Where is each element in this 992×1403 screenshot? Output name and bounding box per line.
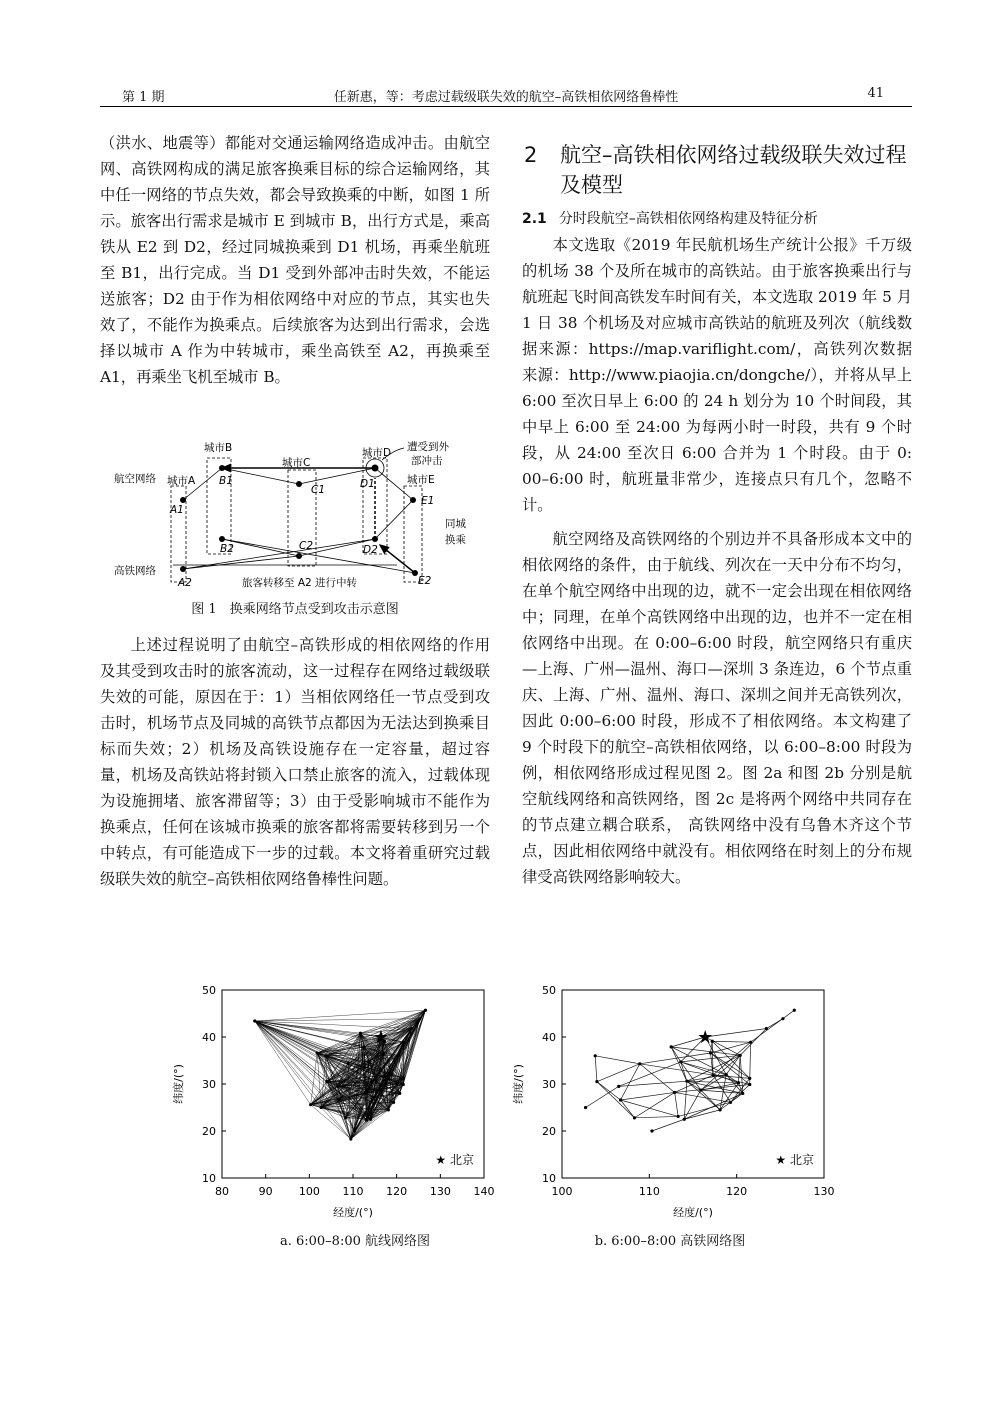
network-node: [396, 1081, 399, 1084]
network-node: [424, 1009, 427, 1012]
figure-1: [112, 436, 482, 596]
figure-1-caption: 图 1 换乘网络节点受到攻击示意图: [191, 602, 399, 617]
network-node: [718, 1108, 721, 1111]
left-column-text-1: [100, 130, 490, 390]
issue-number: 第 1 期: [122, 90, 165, 105]
network-edge: [621, 1100, 635, 1118]
paragraph: 上述过程说明了由航空–高铁形成的相依网络的作用及其受到攻击时的旅客流动，这一过程存在网络过载级联失效的可能，原因在于：1）当相依网络任一节点受到攻击时，机场节点及同城的高铁节点都因为无法达到换乘目标而失效；2）机场及高铁设施存在一定容量，超过容量，机场及高铁站将封锁入口禁止旅客的流入，过载体现为设施拥堵、旅客滞留等；3）由于受影响城市不能作为换乘点，任何在该城市换乘的旅客都将需要转移到另一个中转点，有可能造成下一步的过载。本文将着重研究过载级联失效的航空–高铁相依网络鲁棒性问题。: [100, 636, 490, 888]
label-city-e: 城市E: [407, 474, 435, 486]
label-a1: A1: [170, 504, 184, 516]
y-axis-label: 纬度/(°): [512, 1064, 525, 1104]
network-node: [670, 1045, 673, 1048]
subsection-title: 分时段航空–高铁相依网络构建及特征分析: [558, 211, 818, 227]
y-tick-label: 40: [542, 1031, 556, 1044]
running-title: 任新惠，等：考虑过载级联失效的航空–高铁相依网络鲁棒性: [333, 90, 679, 105]
node-d1: [372, 465, 379, 472]
network-edge: [671, 1047, 687, 1081]
edge: [183, 539, 375, 569]
network-node: [410, 1027, 413, 1030]
network-node: [353, 1129, 356, 1132]
network-edge: [255, 1019, 420, 1021]
label-city-a: 城市A: [167, 475, 196, 487]
x-tick-label: 100: [551, 1185, 573, 1198]
network-node: [725, 1073, 728, 1076]
network-edge: [712, 1041, 750, 1042]
network-edge: [255, 1021, 355, 1131]
network-node: [337, 1098, 340, 1101]
network-node: [344, 1116, 347, 1119]
network-edge: [681, 1062, 726, 1075]
edge: [222, 539, 415, 573]
label-attack-2: 部冲击: [411, 455, 443, 467]
label-e1: E1: [421, 495, 435, 507]
chart-a-caption: a. 6:00–8:00 航线网络图: [279, 1234, 431, 1249]
network-node: [765, 1027, 768, 1030]
network-node: [711, 1073, 714, 1076]
edge: [183, 556, 299, 569]
network-node: [398, 1092, 401, 1095]
label-b1: B1: [219, 475, 233, 487]
network-node: [741, 1092, 744, 1095]
y-tick-label: 10: [542, 1172, 556, 1185]
y-tick-label: 50: [202, 984, 216, 997]
node-b2: [219, 536, 225, 542]
label-attack-1: 遭受到外: [407, 441, 449, 453]
network-edge: [652, 1119, 684, 1131]
x-tick-label: 130: [813, 1185, 835, 1198]
edge: [222, 468, 299, 484]
rail-e2-d2: [380, 545, 415, 573]
network-node: [619, 1098, 622, 1101]
network-node: [349, 1137, 352, 1140]
edges: [586, 1010, 795, 1131]
network-node: [402, 1083, 405, 1086]
network-edge: [255, 1021, 346, 1118]
edges: [255, 1010, 426, 1139]
network-node: [699, 1089, 702, 1092]
x-axis-label: 经度/(°): [673, 1206, 713, 1219]
network-edge: [634, 1116, 678, 1117]
label-city-c: 城市C: [282, 457, 311, 469]
label-c2: C2: [299, 540, 314, 552]
y-tick-label: 40: [202, 1031, 216, 1044]
network-node: [739, 1054, 742, 1057]
node-c2: [296, 553, 302, 559]
x-axis-label: 经度/(°): [333, 1206, 373, 1219]
network-node: [364, 1091, 367, 1094]
legend-beijing: ★ 北京: [775, 1153, 814, 1167]
network-node: [748, 1083, 751, 1086]
section-title: 航空–高铁相依网络过载级联失效过程及模型: [560, 143, 907, 197]
network-node: [382, 1051, 385, 1054]
network-node: [397, 1054, 400, 1057]
label-reroute: 旅客转移至 A2 进行中转: [242, 577, 358, 589]
label-air-network: 航空网络: [114, 473, 156, 485]
network-edge: [586, 1086, 619, 1107]
network-edge: [675, 1092, 678, 1116]
y-tick-label: 10: [202, 1172, 216, 1185]
running-header: [100, 86, 912, 108]
y-axis-label: 纬度/(°): [172, 1064, 185, 1104]
network-node: [320, 1106, 323, 1109]
network-edge: [705, 1029, 766, 1037]
x-tick-label: 110: [638, 1185, 660, 1198]
network-node: [617, 1085, 620, 1088]
network-node: [673, 1091, 676, 1094]
network-node: [633, 1116, 636, 1119]
network-node: [595, 1080, 598, 1083]
network-node: [253, 1019, 256, 1022]
network-edge: [597, 1082, 635, 1118]
network-node: [367, 1060, 370, 1063]
network-edge: [738, 1055, 740, 1083]
paragraph: 航空网络及高铁网络的个别边并不具备形成本文中的相依网络的条件，由于航线、列次在一天中分布不均匀，在单个航空网络中出现的边，就不一定会出现在相依网络中；同理，在单个高铁网络中出现的边，也并不一定在相依网络中出现。在 0:00–6:00 时段，航空网络只有重庆—上海、广州—温州、海口—深圳 3 条连边，6 个节点重庆、上海、广州、温州、海口、深圳之间并无高铁列次，因此 0:00–6:00 时段，形成不了相依网络。本文构建了 9 个时段下的航空–高铁相依网络，以 6:00–8:00 时段为例，相依网络形成过程见图 2。图 2a 和图 2b 分别是航空航线网络和高铁网络，图 2c 是将两个网络中共同存在的节点建立耦合联系， 高铁网络中没有乌鲁木齐这个节点，因此相依网络中就没有。相依网络在时刻上的分布规律受高铁网络影响较大。: [522, 530, 912, 886]
subsection-heading: [522, 208, 818, 228]
network-node: [594, 1054, 597, 1057]
network-node: [418, 1017, 421, 1020]
network-node: [370, 1080, 373, 1083]
network-node: [748, 1077, 751, 1080]
chart-b-caption: b. 6:00–8:00 高铁网络图: [594, 1234, 746, 1249]
network-node: [749, 1041, 752, 1044]
x-tick-label: 90: [258, 1185, 273, 1198]
paragraph: 本文选取《2019 年民航机场生产统计公报》千万级的机场 38 个及所在城市的高铁站。由于旅客换乘出行与航班起飞时间高铁发车时间有关，本文选取 2019 年 5 月 1 日 38 个机场及对应城市高铁站的航班及列次（航线数据来源：https://map.variflight.com/，高铁列次数据来源：http://www.piaojia.cn/dongche/），并将从早上 6:00 至次日早上 6:00 的 24 h 划分为 10 个时间段，其中早上 6:00 至 24:00 为每两小时一时段，共有 9 个时段，从 24:00 至次日 6:00 合并为 1 个时段。由于 0: 00–6:00 时，航班量非常少，连接点只有几个，忽略不计。: [522, 236, 912, 514]
network-edge: [595, 1056, 597, 1082]
chart-rail-network: [510, 980, 840, 1219]
network-edge: [751, 1010, 795, 1042]
figure-1-diagram: [112, 436, 482, 596]
left-column-text-2: [100, 632, 490, 892]
network-node: [383, 1073, 386, 1076]
chart-airline-network: [170, 980, 500, 1219]
network-node: [638, 1062, 641, 1065]
label-same-city: 同城: [445, 518, 466, 530]
network-node: [781, 1017, 784, 1020]
label-c1: C1: [311, 484, 326, 496]
network-node: [679, 1060, 682, 1063]
label-city-b: 城市B: [204, 442, 233, 454]
network-node: [390, 1073, 393, 1076]
network-edge: [597, 1082, 621, 1100]
network-node: [402, 1077, 405, 1080]
network-edge: [750, 1042, 751, 1078]
x-tick-label: 120: [386, 1185, 408, 1198]
network-node: [324, 1054, 327, 1057]
label-transfer: 换乘: [445, 534, 466, 546]
label-d2: D2: [363, 544, 378, 556]
network-node: [387, 1108, 390, 1111]
network-edge: [595, 1056, 640, 1064]
node-d2: [372, 536, 378, 542]
y-tick-label: 30: [202, 1078, 216, 1091]
right-column-text: [522, 232, 912, 890]
network-node: [309, 1103, 312, 1106]
x-tick-label: 130: [429, 1185, 451, 1198]
header-rule: [100, 106, 912, 107]
page-number: 41: [867, 86, 884, 101]
x-tick-label: 140: [473, 1185, 495, 1198]
network-edge: [726, 1055, 740, 1074]
network-node: [316, 1051, 319, 1054]
network-node: [683, 1118, 686, 1121]
network-node: [365, 1119, 368, 1122]
network-node: [336, 1085, 339, 1088]
node-a2: [180, 566, 186, 572]
x-tick-label: 80: [215, 1185, 229, 1198]
label-d1: D1: [360, 478, 375, 490]
network-node: [325, 1080, 328, 1083]
node-b1: [219, 465, 225, 471]
network-node: [347, 1062, 350, 1065]
edge: [375, 500, 413, 539]
network-edge: [640, 1053, 711, 1064]
node-c1: [296, 481, 302, 487]
network-node: [366, 1115, 369, 1118]
x-tick-label: 120: [726, 1185, 748, 1198]
node-a1: [180, 497, 186, 503]
network-node: [392, 1101, 395, 1104]
label-rail-network: 高铁网络: [114, 565, 156, 577]
network-node: [685, 1080, 688, 1083]
label-city-d: 城市D: [362, 447, 392, 459]
network-node: [737, 1081, 740, 1084]
network-edge: [621, 1064, 640, 1100]
x-tick-label: 100: [298, 1185, 320, 1198]
network-node: [402, 1041, 405, 1044]
paragraph: （洪水、地震等）都能对交通运输网络造成冲击。由航空网、高铁网构成的满足旅客换乘目标的综合运输网络，其中任一网络的节点失效，都会导致换乘的中断，如图 1 所示。旅客出行需求是城市 E 到城市 B，出行方式是，乘高铁从 E2 到 D2，经过同城换乘到 D1 机场，再乘坐航班至 B1，出行完成。当 D1 受到外部冲击时失效，不能运送旅客；D2 由于作为相依网络中对应的节点，其实也失效了，不能作为换乘点。后续旅客为达到出行需求，会选择以城市 A 作为中转城市，乘坐高铁至 A2，再换乘至 A1，再乘坐飞机至城市 B。: [100, 134, 490, 386]
network-node: [709, 1051, 712, 1054]
label-a2: A2: [178, 577, 192, 589]
network-node: [377, 1089, 380, 1092]
y-tick-label: 30: [542, 1078, 556, 1091]
y-tick-label: 20: [202, 1125, 216, 1138]
subsection-number: 2.1: [522, 211, 547, 227]
network-node: [677, 1115, 680, 1118]
network-node: [584, 1106, 587, 1109]
network-node: [369, 1118, 372, 1121]
y-tick-label: 20: [542, 1125, 556, 1138]
network-edge: [621, 1100, 679, 1116]
x-tick-label: 110: [342, 1185, 364, 1198]
network-node: [793, 1009, 796, 1012]
network-edge: [621, 1092, 675, 1100]
y-tick-label: 50: [542, 984, 556, 997]
network-node: [359, 1032, 362, 1035]
label-b2: B2: [220, 543, 234, 555]
node-e1: [410, 497, 416, 503]
section-number: 2: [524, 143, 538, 167]
label-e2: E2: [418, 575, 432, 587]
beijing-star-marker: ★: [372, 1027, 390, 1048]
network-edge: [597, 1064, 640, 1082]
legend-beijing: ★ 北京: [435, 1153, 474, 1167]
network-edge: [684, 1093, 743, 1119]
network-node: [650, 1129, 653, 1132]
beijing-star-marker: ★: [697, 1027, 714, 1048]
network-node: [362, 1045, 365, 1048]
network-node: [729, 1101, 732, 1104]
network-edge: [681, 1062, 687, 1081]
